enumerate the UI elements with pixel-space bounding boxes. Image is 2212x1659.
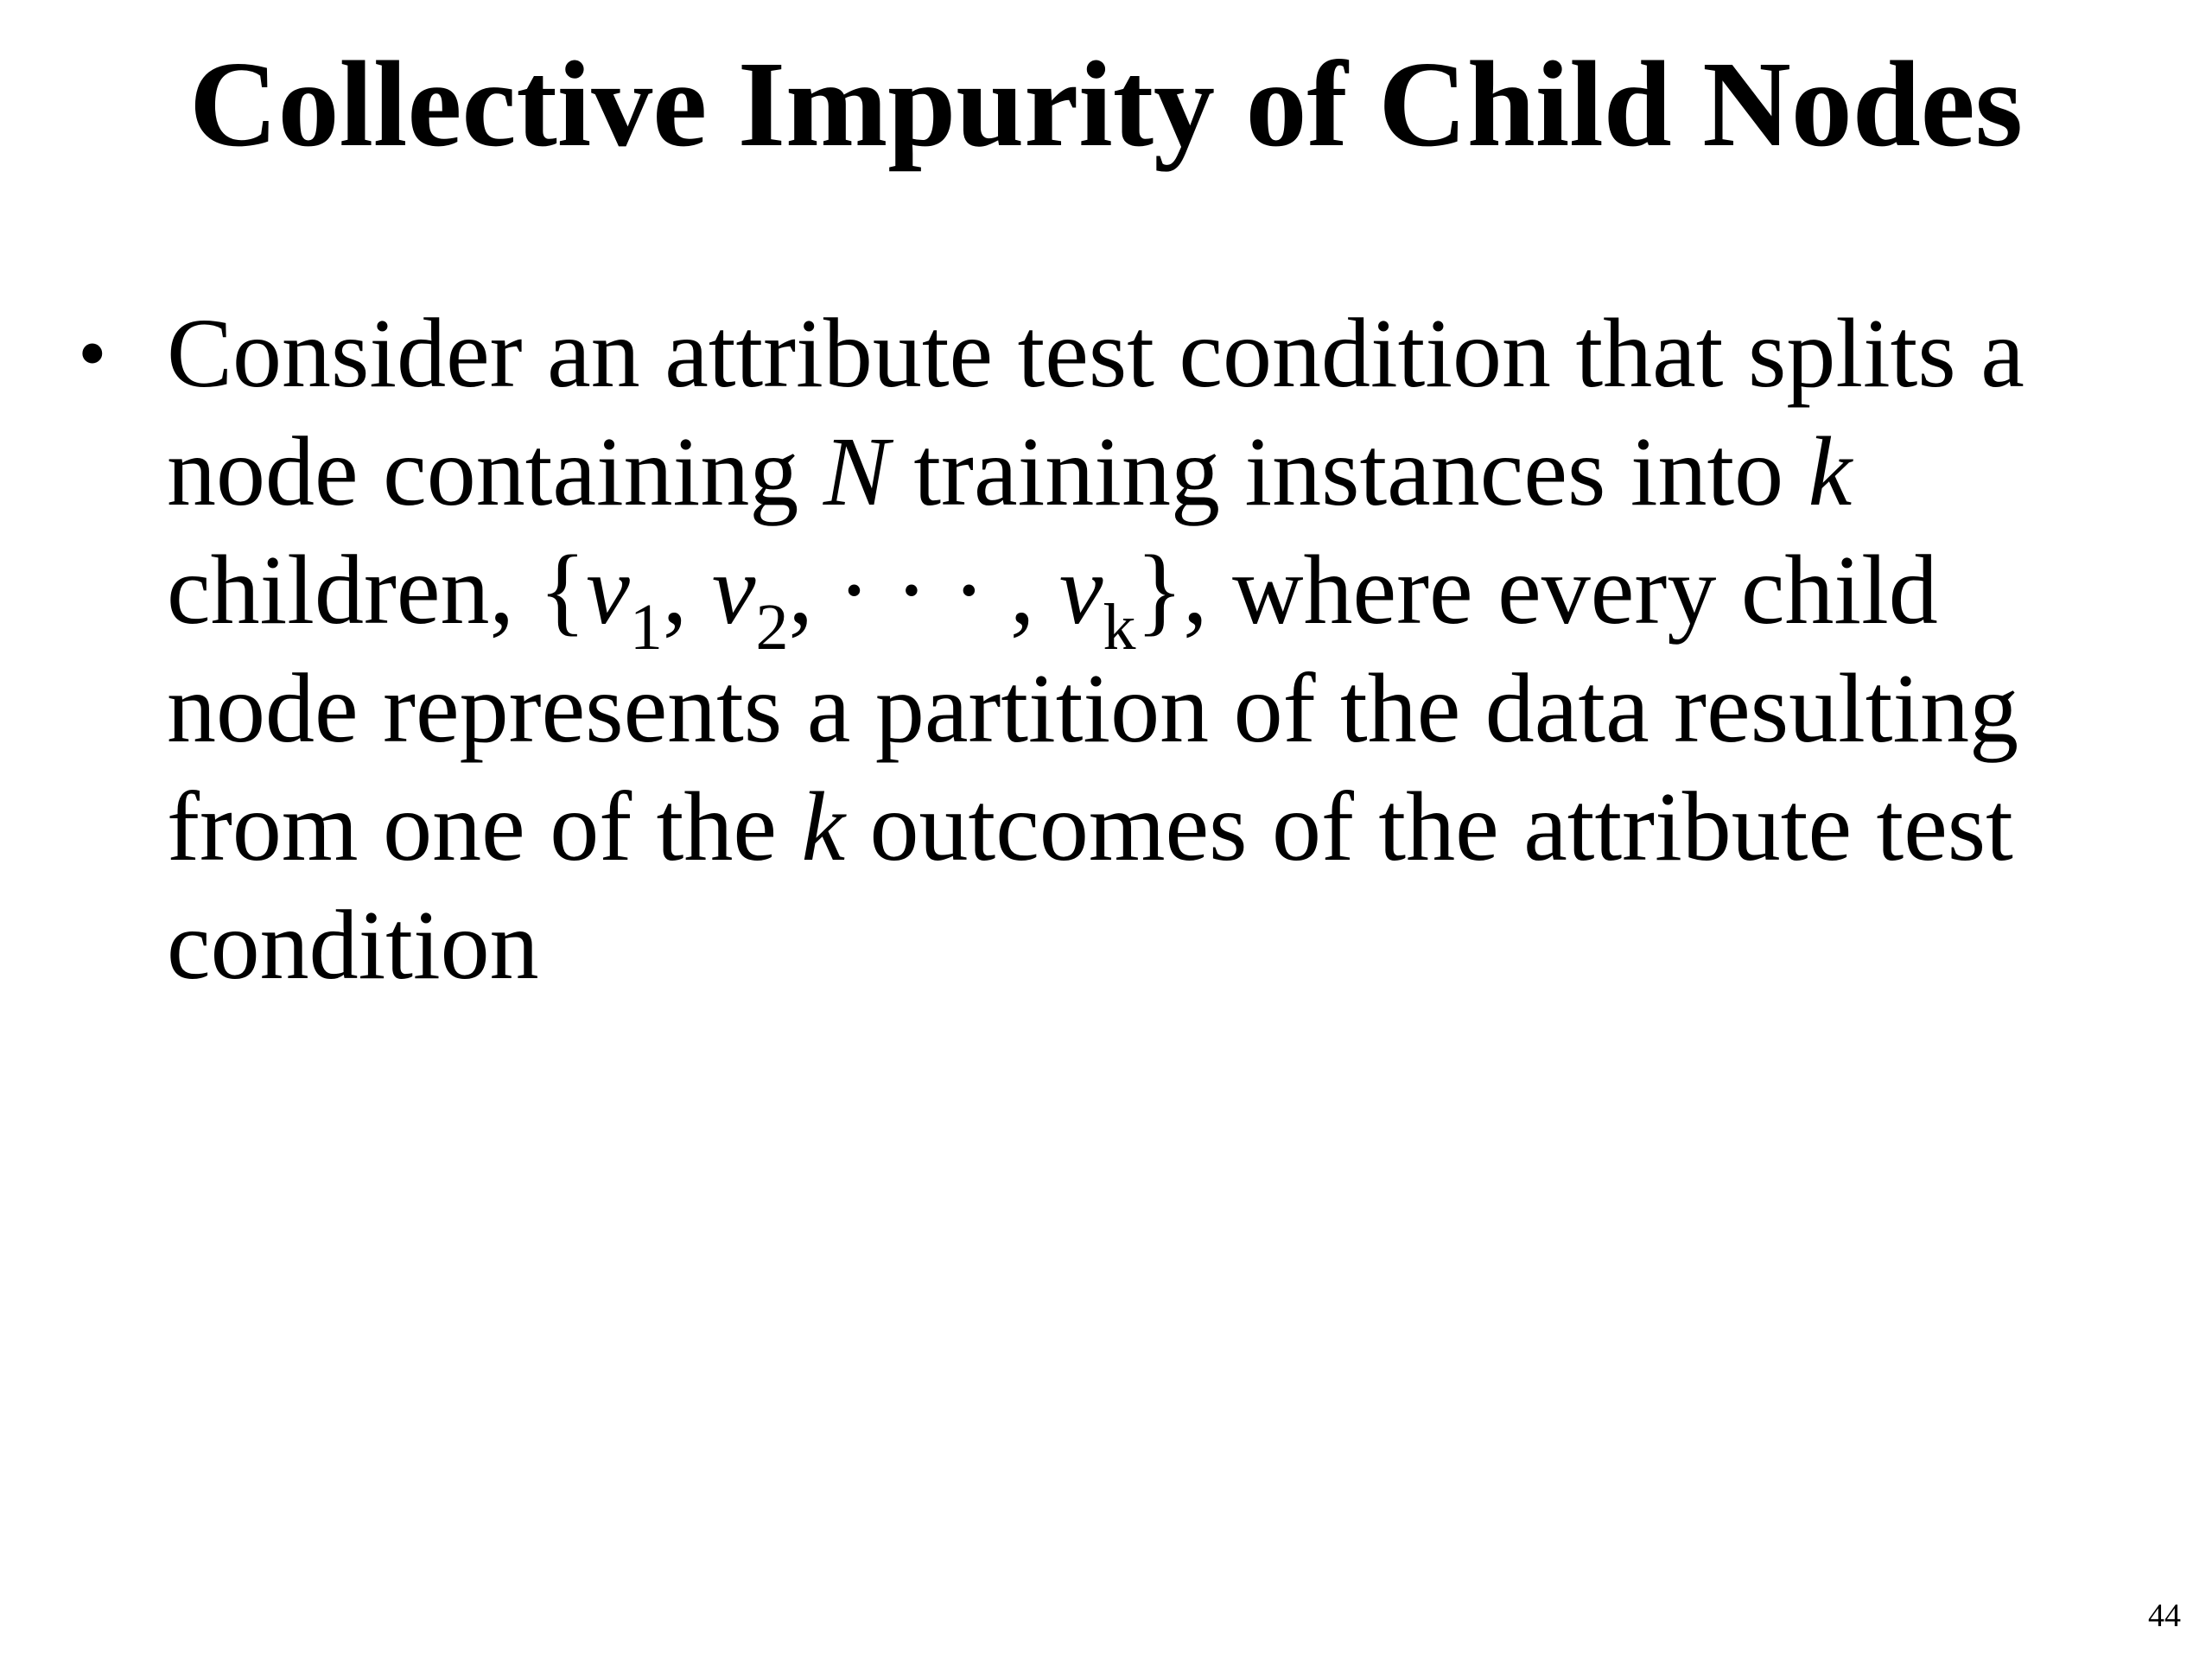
line2-mid: training instances into (888, 416, 1808, 526)
bullet-line-1: Consider an attribute test condition that splits a (167, 298, 2024, 408)
bullet-line-3 (167, 531, 2169, 664)
bullet-line-2 (167, 412, 2169, 531)
line3-sep2: , · · · , (788, 535, 1059, 645)
line3-post: }, where every child (1135, 535, 1938, 645)
subscript-k: k (1103, 591, 1136, 664)
bullet-line-5 (167, 767, 2169, 886)
slide-title: Collective Impurity of Child Nodes (188, 35, 2024, 172)
subscript-1: 1 (629, 591, 663, 664)
bullet-line-4: node represents a partition of the data resulting (167, 653, 2019, 763)
variable-k: k (1808, 416, 1853, 526)
variable-v2: v (711, 535, 756, 645)
variable-n: N (823, 416, 889, 526)
bullet-line-6: condition (167, 890, 539, 1000)
bullet-dot-icon: • (78, 307, 107, 399)
line3-sep1: , (662, 535, 712, 645)
variable-v1: v (586, 535, 630, 645)
variable-k-2: k (801, 772, 846, 881)
line3-pre: children, { (167, 535, 587, 645)
bullet-list (78, 294, 2169, 1004)
line5-pre: from one of the (167, 772, 802, 881)
page-number: 44 (2148, 1598, 2181, 1634)
line2-pre: node containing (167, 416, 823, 526)
line5-post: outcomes of the attribute test (845, 772, 2013, 881)
subscript-2: 2 (755, 591, 789, 664)
bullet-item (78, 294, 2169, 1004)
variable-vk: v (1058, 535, 1103, 645)
